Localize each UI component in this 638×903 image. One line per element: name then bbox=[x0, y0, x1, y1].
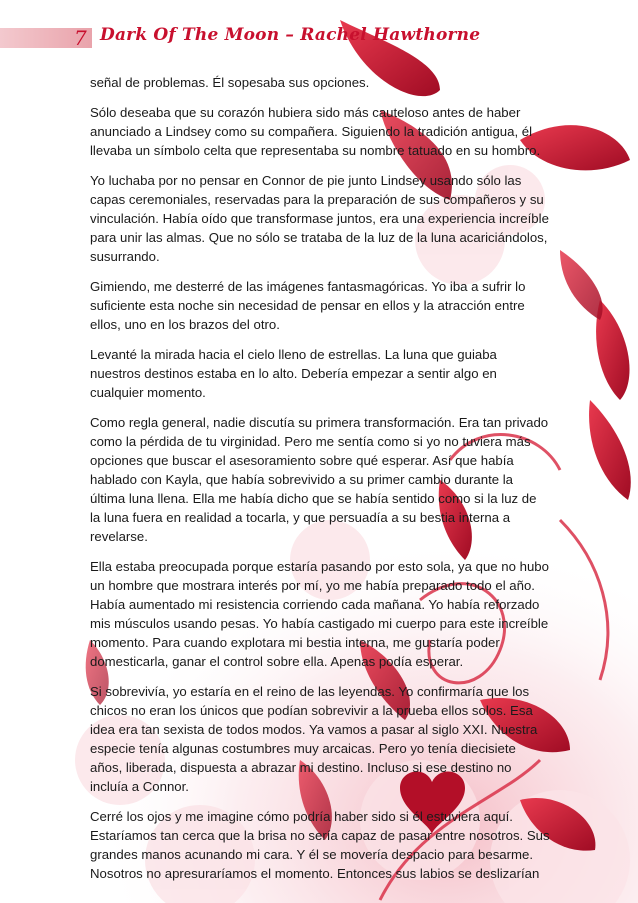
paragraph: Como regla general, nadie discutía su primera transformación. Era tan privado como la pérdida de tu virginidad. Pero me sentía como si yo no tuviera más opciones que buscar el asesoramiento sobre qué esperar. Así que había hablado con Kayla, que había sobrevivido a su primer cambio durante la última luna llena. Ella me había dicho que se había sentido como si la luz de la luna fuera en realidad a tocarla, y que persuadía a su bestia interna a revelarse. bbox=[90, 415, 549, 544]
paragraph: Levanté la mirada hacia el cielo lleno de estrellas. La luna que guiaba nuestros destinos estaba en lo alto. Debería empezar a sentir algo en cualquier momento. bbox=[90, 347, 497, 400]
page-number: 7 bbox=[74, 26, 87, 50]
paragraph: Sólo deseaba que su corazón hubiera sido más cauteloso antes de haber anunciado a Lindsey como su compañera. Siguiendo la tradición antigua, él llevaba un símbolo celta que representaba su nombre tatuado en su hombro. bbox=[90, 105, 541, 158]
paragraph: Si sobrevivía, yo estaría en el reino de las leyendas. Yo confirmaría que los chicos no eran los únicos que podían sobrevivir a la prueba ellos solos. Esa idea era tan sexista de todos modos. Ya vamos a pasar al siglo XXI. Nuestra especie tenía algunas costumbres muy arcaicas. Pero yo tenía diecisiete años, liberada, dispuesta a abrazar mi destino. Incluso si ese destino no incluía a Connor. bbox=[90, 684, 538, 794]
paragraph: Gimiendo, me desterré de las imágenes fantasmagóricas. Yo iba a sufrir lo suficiente esta noche sin necesidad de pensar en ellos y la atracción entre ellos, uno en los brazos del otro. bbox=[90, 279, 526, 332]
paragraph: Yo luchaba por no pensar en Connor de pie junto Lindsey usando sólo las capas ceremoniales, reservadas para la preparación de sus compañeros y su vinculación. Había oído que transformase juntos, era una experiencia increíble para unir las almas. Que no sólo se trataba de la luz de la luna acariciándolos, susurrando. bbox=[90, 173, 549, 264]
running-header-title: Dark Of The Moon – Rachel Hawthorne bbox=[100, 25, 481, 45]
page-body bbox=[90, 73, 550, 894]
paragraph: Cerré los ojos y me imagine cómo podría haber sido si él estuviera aquí. Estaríamos tan cerca que la brisa no sería capaz de pasar entre nosotros. Sus grandes manos acunando mi cara. Y él se movería despacio para besarme. Nosotros no apresuraríamos el momento. Entonces sus labios se deslizarían bbox=[90, 809, 550, 881]
paragraph: Ella estaba preocupada porque estaría pasando por esto sola, ya que no hubo un hombre que mostrara interés por mí, yo me había preparado todo el año. Había aumentado mi resistencia corriendo cada mañana. Yo había reforzado mis músculos usando pesas. Yo había castigado mi cuerpo para este increíble momento. Para cuando explotara mi bestia interna, me gustaría poder domesticarla, ganar el control sobre ella. Apenas podía esperar. bbox=[90, 559, 549, 669]
paragraph: señal de problemas. Él sopesaba sus opciones. bbox=[90, 75, 370, 90]
